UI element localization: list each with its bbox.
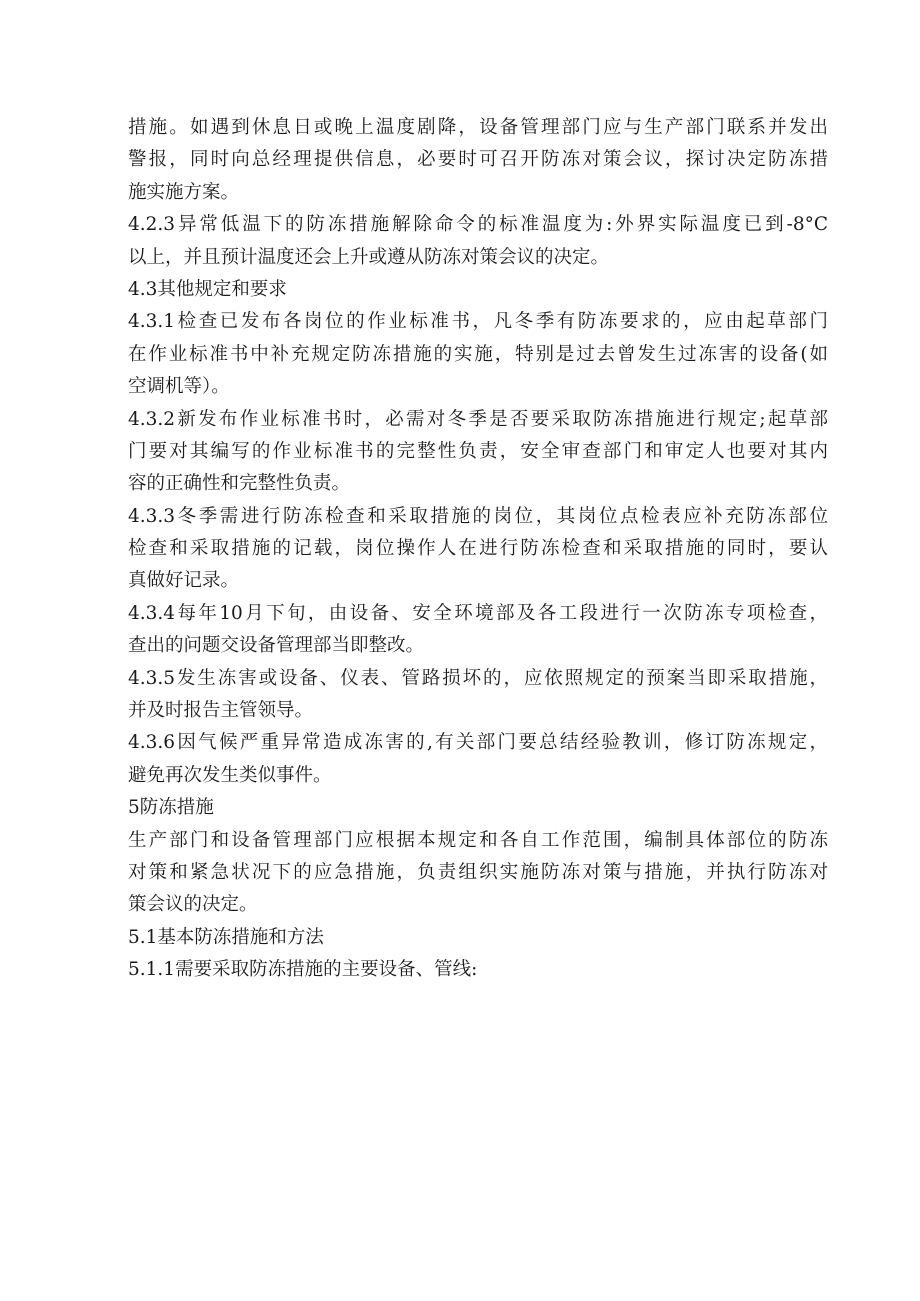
text-line: 策会议的决定。: [128, 894, 258, 916]
text-line: 并及时报告主管领导。: [128, 700, 314, 722]
text-line: 真做好记录。: [128, 570, 240, 592]
text-line: 4.3.4每年10月下旬，由设备、安全环境部及各工段进行一次防冻专项检查，: [128, 602, 828, 624]
section-heading: 5.1基本防冻措施和方法: [128, 926, 324, 948]
text-line: 在作业标准书中补充规定防冻措施的实施，特别是过去曾发生过冻害的设备(如: [128, 343, 828, 365]
text-line: 门要对其编写的作业标准书的完整性负责，安全审查部门和审定人也要对其内: [128, 440, 828, 462]
text-line: 查出的问题交设备管理部当即整改。: [128, 635, 425, 657]
text-line: 5.1.1需要采取防冻措施的主要设备、管线:: [128, 959, 478, 981]
text-line: 4.3.6因气候严重异常造成冻害的,有关部门要总结经验教训，修订防冻规定，: [128, 732, 828, 754]
text-line: 对策和紧急状况下的应急措施，负责组织实施防冻对策与措施，并执行防冻对: [128, 861, 828, 883]
text-line: 施实施方案。: [128, 181, 240, 203]
text-line: 4.3.3冬季需进行防冻检查和采取措施的岗位，其岗位点检表应补充防冻部位: [128, 505, 828, 527]
text-line: 容的正确性和完整性负责。: [128, 473, 351, 495]
text-line: 避免再次发生类似事件。: [128, 764, 332, 786]
text-line: 4.3.1检查已发布各岗位的作业标准书，凡冬季有防冻要求的，应由起草部门: [128, 311, 828, 333]
text-line: 空调机等）。: [128, 376, 230, 398]
text-line: 生产部门和设备管理部门应根据本规定和各自工作范围，编制具体部位的防冻: [128, 829, 828, 851]
section-heading: 4.3其他规定和要求: [128, 278, 287, 300]
text-line: 4.3.2新发布作业标准书时，必需对冬季是否要采取防冻措施进行规定;起草部: [128, 408, 828, 430]
text-line: 4.3.5发生冻害或设备、仪表、管路损坏的，应依照规定的预案当即采取措施，: [128, 667, 828, 689]
text-line: 以上，并且预计温度还会上升或遵从防冻对策会议的决定。: [128, 246, 610, 268]
document-page: [128, 112, 828, 987]
text-line: 4.2.3异常低温下的防冻措施解除命令的标准温度为:外界实际温度已到-8°C: [128, 214, 828, 236]
text-line: 检查和采取措施的记载，岗位操作人在进行防冻检查和采取措施的同时，要认: [128, 538, 828, 560]
text-line: 警报，同时向总经理提供信息，必要时可召开防冻对策会议，探讨决定防冻措: [128, 149, 828, 171]
section-heading: 5防冻措施: [128, 797, 214, 819]
text-line: 措施。如遇到休息日或晚上温度剧降，设备管理部门应与生产部门联系并发出: [128, 117, 828, 138]
